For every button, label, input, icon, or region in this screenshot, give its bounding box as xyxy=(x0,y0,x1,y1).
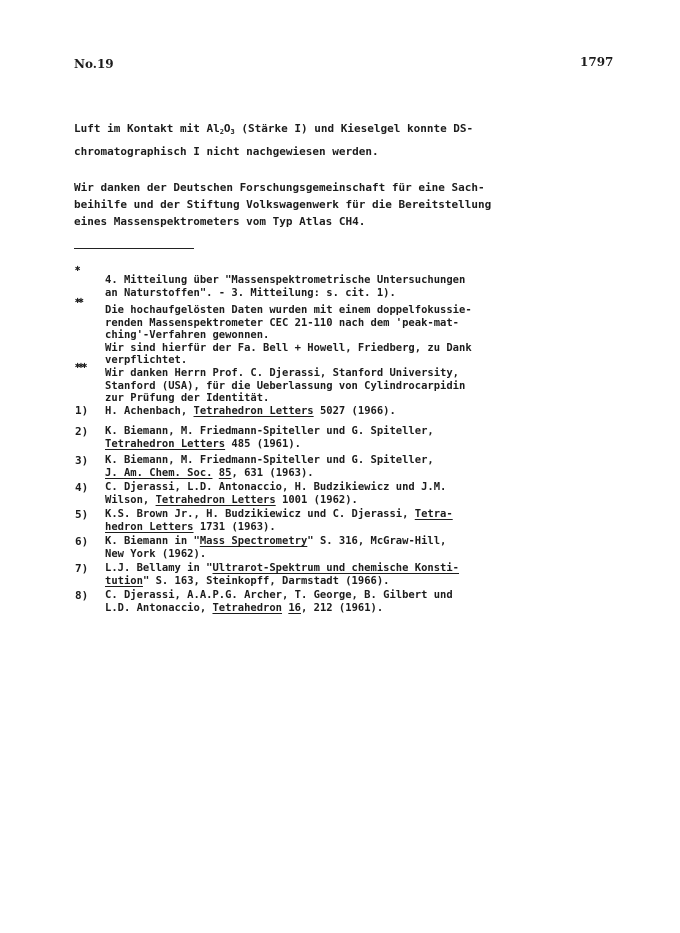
reference-number-4: 4) xyxy=(75,481,89,494)
reference-3: K. Biemann, M. Friedmann-Spiteller und G. Spiteller, J. Am. Chem. Soc. 85, 631 (1963). xyxy=(105,454,434,479)
footnote-marker-2: ✱✱ xyxy=(75,296,82,306)
footnote-3: Wir danken Herrn Prof. C. Djerassi, Stanford University, Stanford (USA), für die Ueberlassung von Cylindrocarpidin zur Prüfung der Identität. xyxy=(105,367,466,404)
footnote-1: 4. Mitteilung über "Massenspektrometrische Untersuchungen an Naturstoffen". - 3. Mitteilung: s. cit. 1). xyxy=(105,274,466,299)
paragraph-1-line-2: chromatographisch I nicht nachgewiesen werden. xyxy=(74,145,379,158)
reference-number-3: 3) xyxy=(75,454,89,467)
journal-number: No.19 xyxy=(74,57,114,71)
reference-7: L.J. Bellamy in "Ultrarot-Spektrum und chemische Konsti- tution" S. 163, Steinkopff, Darmstadt (1966). xyxy=(105,562,460,587)
reference-number-5: 5) xyxy=(75,508,89,521)
footnote-marker-3: ✱✱✱ xyxy=(75,361,86,371)
paragraph-1-line-1: Luft im Kontakt mit $Al_2O_3$ (Stärke I) und Kieselgel konnte DS- xyxy=(74,122,474,136)
reference-number-6: 6) xyxy=(75,535,89,548)
acknowledgement-line-3: eines Massenspektrometers vom Typ Atlas CH4. xyxy=(74,215,366,228)
reference-8: C. Djerassi, A.A.P.G. Archer, T. George, B. Gilbert und L.D. Antonaccio, Tetrahedron 16, 212 (1961). xyxy=(105,589,453,614)
reference-6: K. Biemann in "Mass Spectrometry" S. 316, McGraw-Hill, New York (1962). xyxy=(105,535,447,560)
reference-5: K.S. Brown Jr., H. Budzikiewicz und C. Djerassi, Tetra- hedron Letters 1731 (1963). xyxy=(105,508,453,533)
reference-number-7: 7) xyxy=(75,562,89,575)
acknowledgement-line-2: beihilfe und der Stiftung Volkswagenwerk für die Bereitstellung xyxy=(74,198,492,211)
reference-1: H. Achenbach, Tetrahedron Letters 5027 (1966). xyxy=(105,405,396,417)
footnote-2: Die hochaufgelösten Daten wurden mit einem doppelfokussie- renden Massenspektrometer CEC 21-110 nach dem 'peak-mat- ching'-Verfahren gewonnen. Wir sind hierfür der Fa. Bell + Howell, Friedberg, zu Dank verpflichtet. xyxy=(105,304,472,366)
footnote-divider xyxy=(74,248,194,249)
reference-2: K. Biemann, M. Friedmann-Spiteller und G. Spiteller, Tetrahedron Letters 485 (1961). xyxy=(105,425,434,450)
reference-number-8: 8) xyxy=(75,589,89,602)
footnote-marker-1: ✱ xyxy=(75,264,79,274)
reference-number-1: 1) xyxy=(75,404,89,417)
acknowledgement-line-1: Wir danken der Deutschen Forschungsgemeinschaft für eine Sach- xyxy=(74,181,485,194)
page-number: 1797 xyxy=(580,55,614,69)
reference-number-2: 2) xyxy=(75,425,89,438)
reference-4: C. Djerassi, L.D. Antonaccio, H. Budzikiewicz und J.M. Wilson, Tetrahedron Letters 1001 (1962). xyxy=(105,481,447,506)
